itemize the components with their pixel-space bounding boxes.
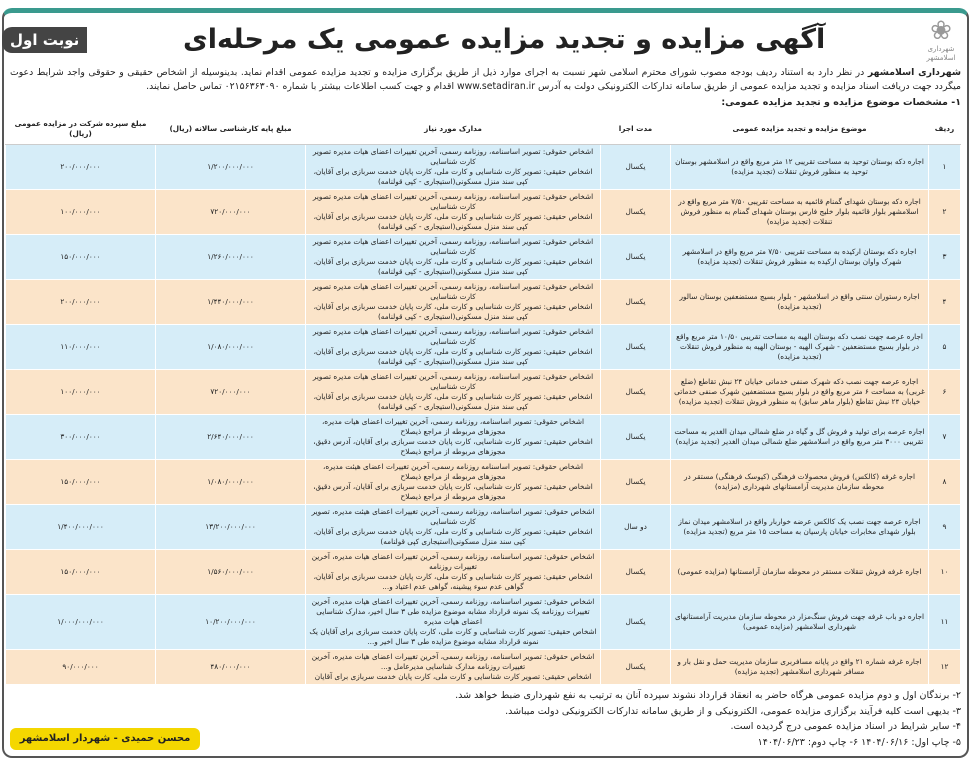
- row-base-price: ۱/۵۶۰/۰۰۰/۰۰۰: [156, 550, 306, 595]
- docs-legal: اشخاص حقوقی: تصویر اساسنامه، روزنامه رسمی، آخرین تغییرات اعضای هیات مدیره تصویر کارت شناسایی: [312, 192, 594, 211]
- docs-legal: اشخاص حقوقی: تصویر اساسنامه، روزنامه رسمی، آخرین تغییرات اعضای هیات مدیره تصویر کارت شناسایی: [312, 372, 594, 391]
- row-duration: یکسال: [601, 235, 671, 280]
- docs-legal: اشخاص حقوقی: تصویر اساسنامه، روزنامه رسمی، آخرین تغییرات اعضای هیات مدیره تصویر کارت شناسایی: [312, 282, 594, 301]
- row-number: ۳: [929, 235, 961, 280]
- row-base-price: ۱/۲۰۰/۰۰۰/۰۰۰: [156, 145, 306, 190]
- row-deposit: ۱۵۰/۰۰۰/۰۰۰: [6, 235, 156, 280]
- intro-paragraph: [10, 66, 961, 94]
- row-deposit: ۱۵۰/۰۰۰/۰۰۰: [6, 550, 156, 595]
- row-subject: اجاره دکه بوستان ارکیده به مساحت تقریبی ۷/۵۰ متر مربع واقع در اسلامشهر شهرک واوان بوستان ارکیده به منظور فروش تنقلات (تجدید مزایده): [671, 235, 929, 280]
- docs-legal: اشخاص حقوقی: تصویر اساسنامه، روزنامه رسمی، آخرین تغییرات اعضای هیات مدیره، آخرین تغییرات روزنامه یک نمونه قرارداد مشابه موضوع مزایده طی ۳ سال اخیر، مدارک شناسایی اعضای هیات مدیره: [311, 597, 595, 626]
- row-number: ۶: [929, 370, 961, 415]
- row-number: ۸: [929, 460, 961, 505]
- row-deposit: ۱۱۰/۰۰۰/۰۰۰: [6, 325, 156, 370]
- docs-legal: اشخاص حقوقی: تصویر اساسنامه، روزنامه رسمی، آخرین تغییرات اعضای هیات مدیره تصویر کارت شناسایی: [312, 327, 594, 346]
- ad-frame: [2, 8, 969, 758]
- table-row: [6, 190, 961, 235]
- row-number: ۹: [929, 505, 961, 550]
- row-documents: [306, 415, 601, 460]
- row-deposit: ۳۰۰/۰۰۰/۰۰۰: [6, 415, 156, 460]
- row-base-price: ۴۸۰/۰۰۰/۰۰۰: [156, 650, 306, 685]
- row-documents: [306, 505, 601, 550]
- row-duration: یکسال: [601, 370, 671, 415]
- row-documents: [306, 235, 601, 280]
- row-base-price: ۷۲۰/۰۰۰/۰۰۰: [156, 370, 306, 415]
- auction-table: [5, 112, 961, 685]
- row-subject: اجاره عرصه جهت نصب دکه شهرک صنفی خدماتی خیابان ۲۴ نبش تقاطع (ضلع غربی) به مساحت ۶ متر مربع واقع در بلوار بسیج مستضعفین شهرک صنفی خدماتی خیابان ۲۴ نبش تقاطع (بلوار ماهر سابق) به منظور فروش تنقلات (تجدید مزایده): [671, 370, 929, 415]
- docs-natural: اشخاص حقیقی: تصویر کارت شناسایی و کارت ملی، کارت پایان خدمت سربازی برای آقایان، کپی سند منزل مسکونی(استیجاری - کپی قولنامه): [313, 257, 593, 276]
- header-base-price: مبلغ پایه کارشناسی سالانه (ریال): [156, 113, 306, 145]
- docs-natural: اشخاص حقیقی: تصویر کارت شناسایی، کارت پایان خدمت سربازی برای آقایان، آدرس دقیق، مجوزهای مربوطه از مراجع ذیصلاح: [313, 482, 593, 501]
- header-deposit: مبلغ سپرده شرکت در مزایده عمومی (ریال): [6, 113, 156, 145]
- row-duration: یکسال: [601, 415, 671, 460]
- row-number: ۱: [929, 145, 961, 190]
- ad-title: آگهی مزایده و تجدید مزایده عمومی یک مرحله‌ای: [183, 24, 826, 55]
- docs-natural: اشخاص حقیقی: تصویر کارت شناسایی و کارت ملی، کارت پایان خدمت سربازی برای آقایان، کپی سند منزل مسکونی(استیجاری - کپی قولنامه): [313, 302, 593, 321]
- row-documents: [306, 550, 601, 595]
- docs-natural: اشخاص حقیقی: تصویر کارت شناسایی، کارت پایان خدمت سربازی برای آقایان، آدرس دقیق، مجوزهای مربوطه از مراجع ذیصلاح: [313, 437, 593, 456]
- row-base-price: ۱/۴۴۰/۰۰۰/۰۰۰: [156, 280, 306, 325]
- table-row: [6, 460, 961, 505]
- notes: [212, 688, 961, 750]
- row-duration: یکسال: [601, 550, 671, 595]
- row-documents: [306, 595, 601, 650]
- note-5: ۵- چاپ اول: ۱۴۰۴/۰۶/۱۶ ۶- چاپ دوم: ۱۴۰۴/۰۶/۲۳: [757, 736, 961, 748]
- ad-header: [10, 17, 961, 63]
- row-subject: اجاره دکه بوستان توحید به مساحت تقریبی ۱۲ متر مربع واقع در اسلامشهر بوستان توحید به منظور فروش تنقلات (تجدید مزایده): [671, 145, 929, 190]
- row-duration: یکسال: [601, 280, 671, 325]
- row-duration: یکسال: [601, 145, 671, 190]
- row-deposit: ۱/۴۰۰/۰۰۰/۰۰۰: [6, 505, 156, 550]
- note-3: ۳- بدیهی است کلیه فرآیند برگزاری مزایده عمومی، الکترونیکی و از طریق سامانه تدارکات الکترونیکی دولت میباشد.: [505, 705, 961, 717]
- docs-natural: اشخاص حقیقی: تصویر کارت شناسایی و کارت ملی، کارت پایان خدمت سربازی برای آقایان، کپی سند منزل مسکونی(استیجاری - کپی قولنامه): [313, 347, 593, 366]
- row-deposit: ۲۰۰/۰۰۰/۰۰۰: [6, 145, 156, 190]
- row-documents: [306, 280, 601, 325]
- header-row-number: ردیف: [929, 113, 961, 145]
- docs-natural: اشخاص حقیقی: تصویر کارت شناسایی و کارت ملی، کارت پایان خدمت سربازی برای آقایان، کپی سند منزل مسکونی(استیجاری - کپی قولنامه): [313, 212, 593, 231]
- docs-natural: اشخاص حقیقی: تصویر کارت شناسایی و کارت ملی، کارت پایان خدمت سربازی برای آقایان، کپی سند منزل مسکونی(استیجاری - کپی قولنامه): [313, 392, 593, 411]
- row-deposit: ۱۵۰/۰۰۰/۰۰۰: [6, 460, 156, 505]
- table-row: [6, 235, 961, 280]
- row-documents: [306, 190, 601, 235]
- table-row: [6, 370, 961, 415]
- header-documents: مدارک مورد نیاز: [306, 113, 601, 145]
- table-row: [6, 325, 961, 370]
- row-documents: [306, 460, 601, 505]
- table-row: [6, 145, 961, 190]
- row-deposit: ۱۰۰/۰۰۰/۰۰۰: [6, 190, 156, 235]
- row-base-price: ۱/۲۶۰/۰۰۰/۰۰۰: [156, 235, 306, 280]
- row-subject: اجاره غرفه فروش تنقلات مستقر در محوطه سازمان آرامستانها (مزایده عمومی): [671, 550, 929, 595]
- docs-legal: اشخاص حقوقی: تصویر اساسنامه، روزنامه رسمی، آخرین تغییرات اعضای هیات مدیره، آخرین تغییرات روزنامه: [311, 552, 595, 571]
- docs-legal: اشخاص حقوقی: تصویر اساسنامه، روزنامه رسمی، آخرین تغییرات اعضای هیات مدیره، مجوزهای مربوطه از مراجع ذیصلاح: [321, 417, 585, 436]
- row-subject: اجاره غرفه شماره ۲۱ واقع در پایانه مسافربری سازمان مدیریت حمل و نقل بار و مسافر شهرداری اسلامشهر (تجدید مزایده): [671, 650, 929, 685]
- docs-natural: اشخاص حقیقی: تصویر کارت شناسایی و کارت ملی، کارت پایان خدمت سربازی برای آقایان، کپی سند منزل مسکونی(استیجاری کپی قولنامه): [313, 527, 593, 546]
- municipality-logo: [921, 17, 961, 63]
- row-duration: یکسال: [601, 650, 671, 685]
- flower-logo-icon: ❀: [930, 16, 952, 46]
- docs-natural: اشخاص حقیقی: تصویر کارت شناسایی و کارت ملی، کارت پایان خدمت سربازی برای آقایان یک نمونه قرارداد مشابه موضوع مزایده طی ۳ سال اخیر و...: [309, 627, 597, 646]
- row-deposit: ۱۰۰/۰۰۰/۰۰۰: [6, 370, 156, 415]
- docs-natural: اشخاص حقیقی: تصویر کارت شناسایی و کارت ملی، کارت پایان خدمت سربازی برای آقایان، کپی سند منزل مسکونی(استیجاری - کپی قولنامه): [313, 167, 593, 186]
- intro-org: شهرداری اسلامشهر: [867, 67, 962, 78]
- table-row: [6, 650, 961, 685]
- section-title: ۱- مشخصات موضوع مزایده و تجدید مزایده عمومی:: [721, 97, 961, 108]
- table-row: [6, 550, 961, 595]
- row-subject: اجاره عرصه برای تولید و فروش گل و گیاه در ضلع شمالی میدان الغدیر به مساحت تقریبی ۳۰۰۰ متر مربع واقع در اسلامشهر ضلع شمالی میدان الغدیر (تجدید مزایده): [671, 415, 929, 460]
- note-4: ۴- سایر شرایط در اسناد مزایده عمومی درج گردیده است.: [730, 721, 961, 732]
- row-number: ۱۲: [929, 650, 961, 685]
- row-duration: یکسال: [601, 190, 671, 235]
- row-base-price: ۱۰/۲۰۰/۰۰۰/۰۰۰: [156, 595, 306, 650]
- table-row: [6, 280, 961, 325]
- row-base-price: ۱/۰۸۰/۰۰۰/۰۰۰: [156, 325, 306, 370]
- row-deposit: ۹۰/۰۰۰/۰۰۰: [6, 650, 156, 685]
- row-documents: [306, 325, 601, 370]
- row-deposit: ۱/۰۰۰/۰۰۰/۰۰۰: [6, 595, 156, 650]
- table-row: [6, 505, 961, 550]
- row-number: ۱۰: [929, 550, 961, 595]
- header-subject: موضوع مزایده و تجدید مزایده عمومی: [671, 113, 929, 145]
- row-base-price: ۲/۶۴۰/۰۰۰/۰۰۰: [156, 415, 306, 460]
- row-number: ۴: [929, 280, 961, 325]
- table-row: [6, 415, 961, 460]
- docs-natural: اشخاص حقیقی: تصویر کارت شناسایی و کارت ملی، کارت پایان خدمت سربازی برای آقایان، گواهی عدم سوء پیشینه، گواهی عدم اعتیاد و...: [313, 572, 593, 591]
- note-2: ۲- برندگان اول و دوم مزایده عمومی هرگاه حاضر به انعقاد قرارداد نشوند سپرده آنان به ترتیب به نفع شهرداری ضبط خواهد شد.: [455, 690, 961, 701]
- row-subject: اجاره غرفه (کالکس) فروش محصولات فرهنگی (کیوسک فرهنگی) مستقر در محوطه سازمان مدیریت آرامستانهای شهرداری (مزایده): [671, 460, 929, 505]
- row-documents: [306, 650, 601, 685]
- docs-legal: اشخاص حقوقی: تصویر اساسنامه، روزنامه رسمی، آخرین تغییرات اعضای هیئت مدیره، تصویر کارت شناسایی: [311, 507, 595, 526]
- header-duration: مدت اجرا: [601, 113, 671, 145]
- docs-legal: اشخاص حقوقی: تصویر اساسنامه، روزنامه رسمی، آخرین تغییرات اعضای هیات مدیره، آخرین تغییرات روزنامه مدارک شناسایی مدیرعامل و...: [311, 652, 595, 671]
- row-subject: اجاره عرصه جهت نصب یک کالکس عرضه خواربار واقع در اسلامشهر میدان نماز بلوار شهدای مخابرات خیابان پارسیان به مساحت ۱۵ متر مربع (تجدید مزایده): [671, 505, 929, 550]
- intro-text: در نظر دارد به استناد ردیف بودجه مصوب شورای محترم اسلامی شهر نسبت به اجرای موارد ذیل از طریق برگزاری مزایده و تجدید مزایده عمومی اقدام نماید. بدینوسیله از اشخاص حقیقی و حقوقی واجد شرایط دعوت میگردد جهت دریافت اسناد مزایده و تجدید مزایده عمومی از طریق سامانه تدارکات الکترونیکی دولت به آدرس www.setadiran.ir اقدام و جهت کسب اطلاعات بیشتر با شماره ۰۲۱۵۶۳۶۳۰۹۰ تماس حاصل نمایند.: [10, 67, 961, 92]
- row-duration: یکسال: [601, 460, 671, 505]
- row-subject: اجاره دکه بوستان شهدای گمنام قائمیه به مساحت تقریبی ۷/۵۰ متر مربع واقع در اسلامشهر بلوار قائمیه بلوار خلیج فارس بوستان شهدای گمنام به منظور فروش تنقلات (تجدید مزایده): [671, 190, 929, 235]
- docs-legal: اشخاص حقوقی: تصویر اساسنامه، روزنامه رسمی، آخرین تغییرات اعضای هیات مدیره تصویر کارت شناسایی: [312, 147, 594, 166]
- row-documents: [306, 370, 601, 415]
- row-duration: یکسال: [601, 595, 671, 650]
- row-base-price: ۱۳/۲۰۰/۰۰۰/۰۰۰: [156, 505, 306, 550]
- table-header: [6, 113, 961, 145]
- row-duration: یکسال: [601, 325, 671, 370]
- row-deposit: ۲۰۰/۰۰۰/۰۰۰: [6, 280, 156, 325]
- logo-text: شهرداری اسلامشهر: [926, 45, 956, 62]
- footer: [10, 688, 961, 750]
- row-base-price: ۷۲۰/۰۰۰/۰۰۰: [156, 190, 306, 235]
- table-row: [6, 595, 961, 650]
- row-base-price: ۱/۰۸۰/۰۰۰/۰۰۰: [156, 460, 306, 505]
- docs-legal: اشخاص حقوقی: تصویر اساسنامه، روزنامه رسمی، آخرین تغییرات اعضای هیات مدیره تصویر کارت شناسایی: [312, 237, 594, 256]
- row-number: ۷: [929, 415, 961, 460]
- row-number: ۱۱: [929, 595, 961, 650]
- row-number: ۵: [929, 325, 961, 370]
- row-subject: اجاره رستوران سنتی واقع در اسلامشهر - بلوار بسیج مستضعفین بوستان سالور (تجدید مزایده): [671, 280, 929, 325]
- edition-badge: نوبت اول: [2, 27, 87, 53]
- signature: محسن حمیدی - شهردار اسلامشهر: [10, 728, 200, 750]
- docs-natural: اشخاص حقیقی: تصویر کارت شناسایی و کارت ملی، کارت پایان خدمت سربازی برای آقایان: [314, 672, 592, 681]
- docs-legal: اشخاص حقوقی: تصویر اساسنامه روزنامه رسمی، آخرین تغییرات اعضای هیئت مدیره، مجوزهای مربوطه از مراجع ذیصلاح: [322, 462, 583, 481]
- row-duration: دو سال: [601, 505, 671, 550]
- row-subject: اجاره عرصه جهت نصب دکه بوستان الهیه به مساحت تقریبی ۱۰/۵۰ متر مربع واقع در بلوار بسیج مستضعفین - شهرک الهیه - بوستان الهیه به منظور فروش تنقلات (تجدید مزایده): [671, 325, 929, 370]
- row-documents: [306, 145, 601, 190]
- row-subject: اجاره دو باب غرفه جهت فروش سنگ‌مزار در محوطه سازمان مدیریت آرامستانهای شهرداری اسلامشهر (مزایده عمومی): [671, 595, 929, 650]
- row-number: ۲: [929, 190, 961, 235]
